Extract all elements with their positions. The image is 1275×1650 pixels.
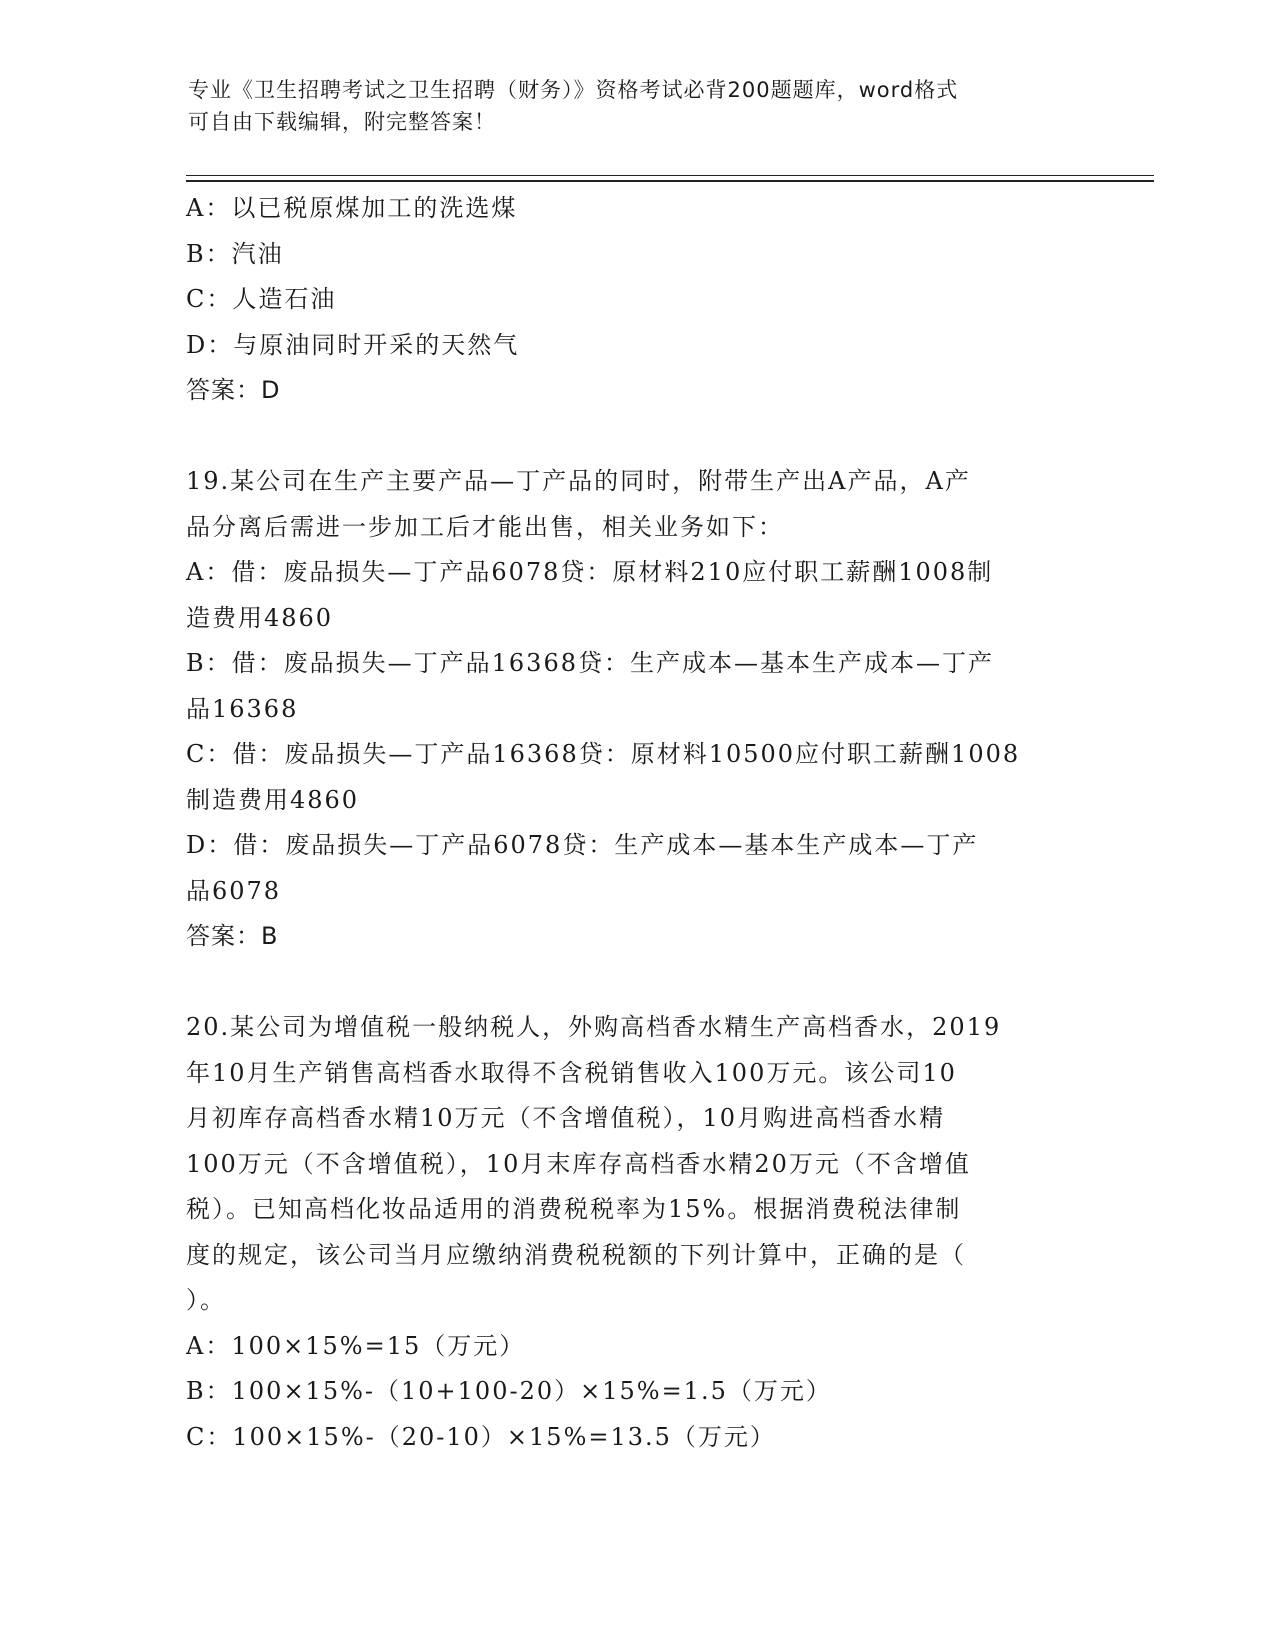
q19-option-a-line-1: A：借：废品损失—丁产品6078贷：原材料210应付职工薪酬1008制 <box>186 558 994 586</box>
q20-stem-line-1: 20.某公司为增值税一般纳税人，外购高档香水精生产高档香水，2019 <box>186 1013 1002 1041</box>
q20-stem-line-2: 年10月生产销售高档香水取得不含税销售收入100万元。该公司10 <box>186 1058 957 1087</box>
document-header <box>188 74 1068 138</box>
q20-option-a: A：100×15%=15（万元） <box>186 1331 526 1360</box>
q18-option-b: B：汽油 <box>186 239 284 268</box>
header-title-line-1: 专业《卫生招聘考试之卫生招聘（财务）》资格考试必背200题题库，word格式 <box>188 78 959 102</box>
q19-stem-line-1: 19.某公司在生产主要产品—丁产品的同时，附带生产出A产品，A产 <box>186 467 971 495</box>
q19-option-b-line-2: 品16368 <box>186 694 299 723</box>
question-18-options <box>186 186 1086 414</box>
q18-option-d: D：与原油同时开采的天然气 <box>186 330 520 359</box>
q19-option-b-line-1: B：借：废品损失—丁产品16368贷：生产成本—基本生产成本—丁产 <box>186 649 994 677</box>
q19-option-a-line-2: 造费用4860 <box>186 603 334 632</box>
q20-option-c: C：100×15%-（20-10）×15%=13.5（万元） <box>186 1422 776 1451</box>
header-divider-thick <box>186 180 1154 182</box>
q19-option-c-line-2: 制造费用4860 <box>186 785 360 814</box>
q19-option-c-line-1: C：借：废品损失—丁产品16368贷：原材料10500应付职工薪酬1008 <box>186 740 1021 768</box>
q20-stem-line-5: 税）。已知高档化妆品适用的消费税税率为15%。根据消费税法律制 <box>186 1195 962 1223</box>
header-divider-thin <box>186 175 1154 176</box>
q20-stem-line-6: 度的规定，该公司当月应缴纳消费税税额的下列计算中，正确的是（ <box>186 1240 966 1269</box>
q20-stem-line-3: 月初库存高档香水精10万元（不含增值税），10月购进高档香水精 <box>186 1104 946 1132</box>
q19-option-d-line-2: 品6078 <box>186 876 282 905</box>
document-body <box>186 186 1086 1460</box>
q18-option-a: A：以已税原煤加工的洗选煤 <box>186 194 518 222</box>
q19-option-d-line-1: D：借：废品损失—丁产品6078贷：生产成本—基本生产成本—丁产 <box>186 831 979 859</box>
spacer <box>186 414 1086 460</box>
q20-stem-line-7: ）。 <box>186 1286 226 1314</box>
header-title-line-2: 可自由下载编辑，附完整答案！ <box>188 110 496 134</box>
q20-stem-line-4: 100万元（不含增值税），10月末库存高档香水精20万元（不含增值 <box>186 1149 971 1178</box>
question-20 <box>186 1005 1086 1460</box>
q18-option-c: C：人造石油 <box>186 285 337 313</box>
question-19 <box>186 459 1086 960</box>
q19-stem-line-2: 品分离后需进一步加工后才能出售，相关业务如下： <box>186 512 784 541</box>
q18-answer: 答案：D <box>186 376 281 404</box>
q20-option-b: B：100×15%-（10+100-20）×15%=1.5（万元） <box>186 1377 832 1405</box>
q19-answer: 答案：B <box>186 922 279 950</box>
spacer <box>186 960 1086 1006</box>
